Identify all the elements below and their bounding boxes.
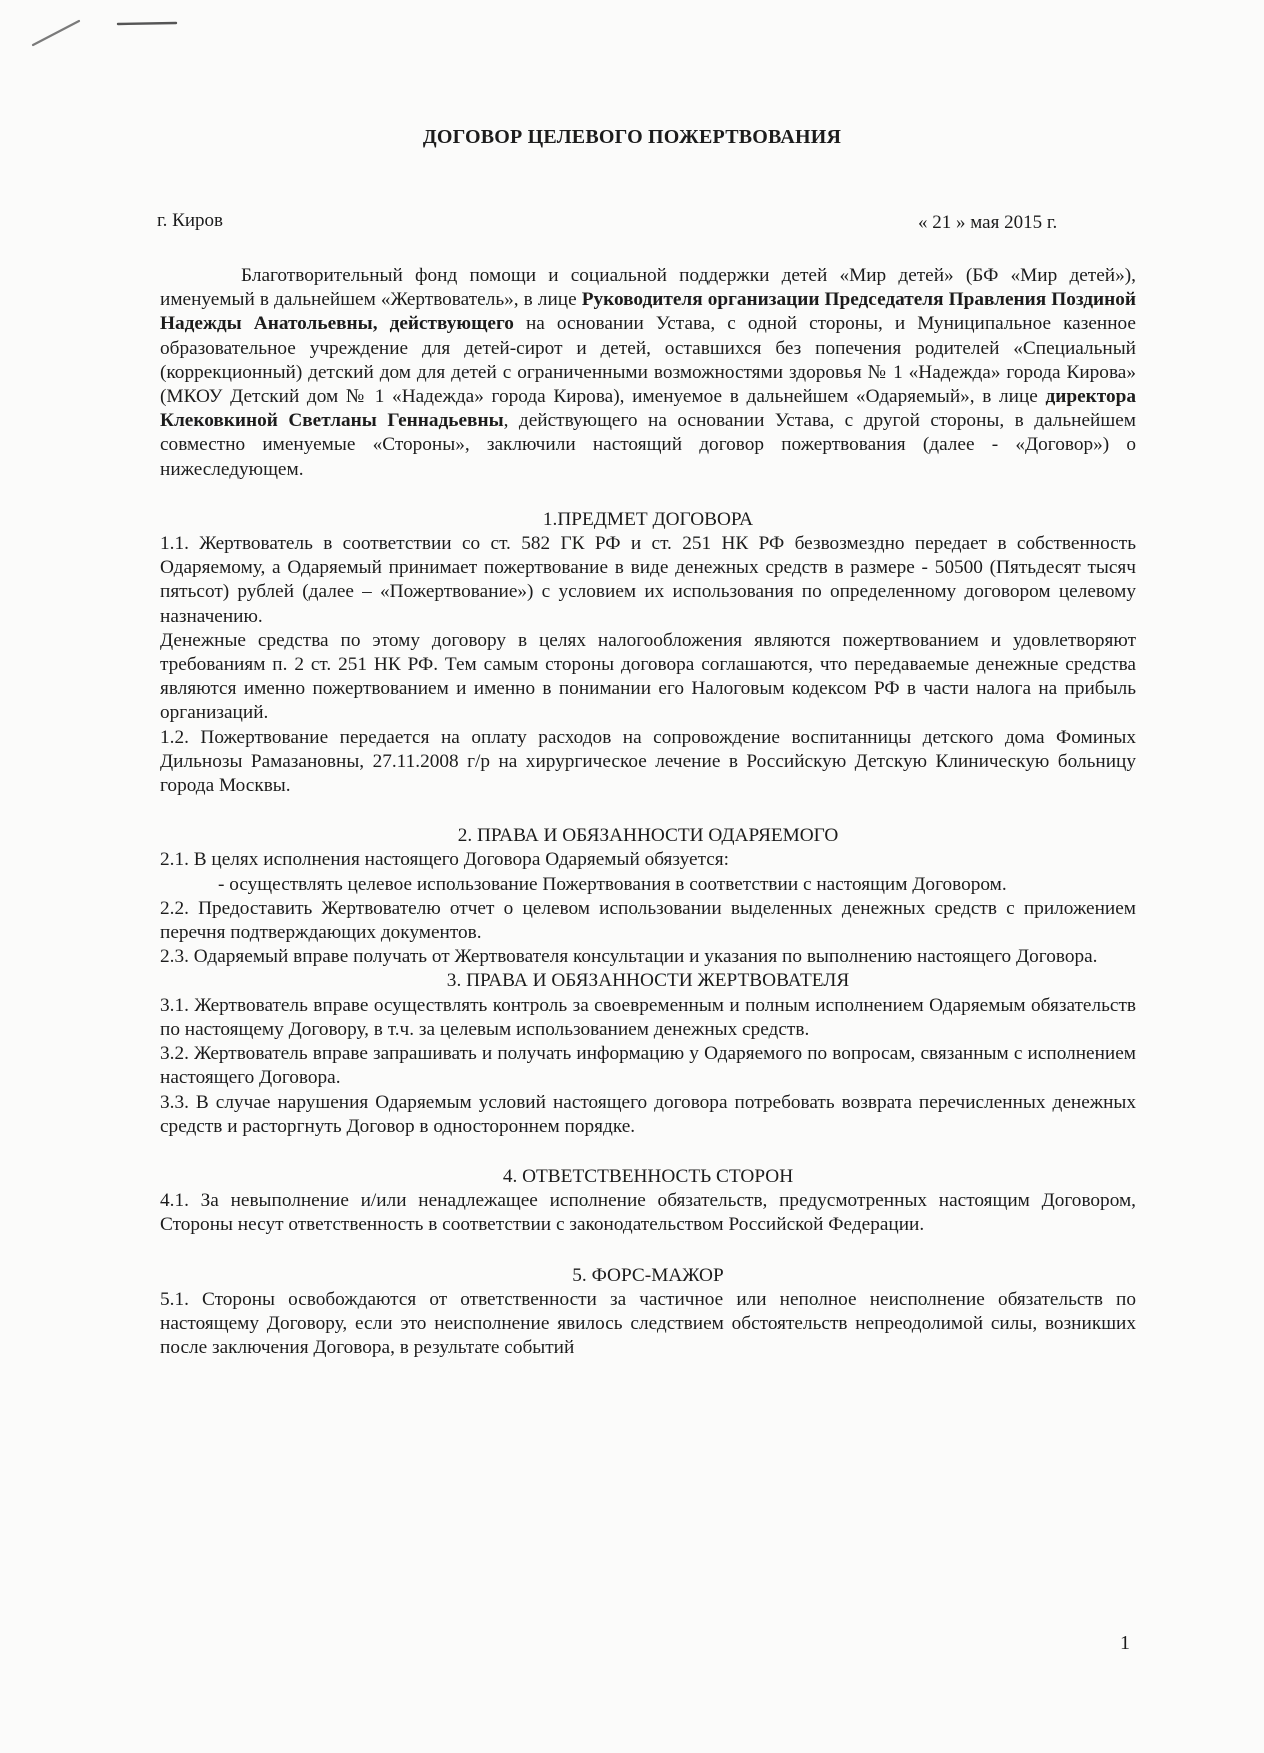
preamble-bold-1: Руководителя организации Председателя Правления Поздиной Надежды Анатольевны, действующего: [160, 289, 1136, 335]
document-title: ДОГОВОР ЦЕЛЕВОГО ПОЖЕРТВОВАНИЯ: [422, 126, 842, 148]
page-number: 1: [1120, 1632, 1130, 1654]
preamble-text-3: , действующего на основании Устава, с другой стороны, в дальнейшем совместно именуемые «Стороны», заключили настоящий договор пожертвования (далее - «Договор») о нижеследующем.: [160, 410, 1136, 480]
document-date: « 21 » мая 2015 г.: [918, 212, 1058, 233]
section-3-heading: 3. ПРАВА И ОБЯЗАННОСТИ ЖЕРТВОВАТЕЛЯ: [446, 970, 850, 992]
preamble-bold-2: директора Клековкиной Светланы Геннадьевны: [160, 386, 1136, 432]
section-4-heading: 4. ОТВЕТСТВЕННОСТЬ СТОРОН: [502, 1165, 794, 1187]
document-place: г. Киров: [157, 210, 223, 231]
preamble-paragraph: [160, 264, 1136, 482]
section-4-clause-4-1: 4.1. За невыполнение и/или ненадлежащее исполнение обязательств, предусмотренных настоящим Договором, Стороны несут ответственность в соответствии с законодательством Российской Федерации.: [160, 1190, 1136, 1236]
preamble-text-1: Благотворительный фонд помощи и социальной поддержки детей «Мир детей» (БФ «Мир детей»), именуемый в дальнейшем «Жертвователь», в лице: [160, 265, 1136, 311]
section-1-clause-1-2: 1.2. Пожертвование передается на оплату расходов на сопровождение воспитанницы детского дома Фоминых Дильнозы Рамазановны, 27.11.2008 г/р на хирургическое лечение в Российскую Детскую Клиническую больницу города Москвы.: [160, 726, 1136, 797]
section-2-clause-2-2: 2.2. Предоставить Жертвователю отчет о целевом использовании выделенных денежных средств с приложением перечня подтверждающих документов.: [160, 897, 1136, 944]
section-2-heading: 2. ПРАВА И ОБЯЗАННОСТИ ОДАРЯЕМОГО: [457, 825, 839, 847]
section-3-clause-3-3: 3.3. В случае нарушения Одаряемым условий настоящего договора потребовать возврата перечисленных денежных средств и расторгнуть Договор в одностороннем порядке.: [160, 1091, 1136, 1137]
pen-marks: [0, 0, 200, 60]
section-3-clause-3-2: 3.2. Жертвователь вправе запрашивать и получать информацию у Одаряемого по вопросам, связанным с исполнением настоящего Договора.: [160, 1043, 1136, 1089]
preamble-text-2: на основании Устава, с одной стороны, и Муниципальное казенное образовательное учреждение для детей-сирот и детей, оставшихся без попечения родителей «Специальный (коррекционный) детский дом для детей с ограниченными возможностями здоровья № 1 «Надежда» города Кирова» (МКОУ Детский дом № 1 «Надежда» города Кирова), именуемое в дальнейшем «Одаряемый», в лице: [160, 313, 1136, 408]
section-1-clause-1-1: 1.1. Жертвователь в соответствии со ст. 582 ГК РФ и ст. 251 НК РФ безвозмездно передает в собственность Одаряемому, а Одаряемый принимает пожертвование в виде денежных средств в размере - 50500 (Пятьдесят тысяч пятьсот) рублей (далее – «Пожертвование») с условием их использования по определенному договором целевому назначению.: [160, 533, 1136, 627]
section-1-tax-paragraph: Денежные средства по этому договору в целях налогообложения являются пожертвованием и удовлетворяют требованиям п. 2 ст. 251 НК РФ. Тем самым стороны договора соглашаются, что передаваемые денежные средства являются именно пожертвованием и именно в понимании его Налоговым кодексом РФ в части налога на прибыль организаций.: [160, 629, 1136, 724]
section-2-clause-2-3: 2.3. Одаряемый вправе получать от Жертвователя консультации и указания по выполнению настоящего Договора.: [160, 946, 1098, 968]
section-5-clause-5-1: 5.1. Стороны освобождаются от ответственности за частичное или неполное неисполнение обязательств по настоящему Договору, если это неисполнение явилось следствием обстоятельств непреодолимой силы, возникших после заключения Договора, в результате событий: [160, 1288, 1136, 1359]
section-5-heading: 5. ФОРС-МАЖОР: [572, 1264, 724, 1286]
section-2-clause-2-1: 2.1. В целях исполнения настоящего Договора Одаряемый обязуется:: [160, 849, 730, 871]
section-2-clause-2-1-item: - осуществлять целевое использование Пожертвования в соответствии с настоящим Договором.: [218, 873, 1007, 895]
section-3-clause-3-1: 3.1. Жертвователь вправе осуществлять контроль за своевременным и полным исполнением Одаряемым обязательств по настоящему Договору, в т.ч. за целевым использованием денежных средств.: [160, 994, 1136, 1040]
section-1-heading: 1.ПРЕДМЕТ ДОГОВОРА: [542, 508, 754, 530]
document-body: [160, 264, 1136, 1360]
